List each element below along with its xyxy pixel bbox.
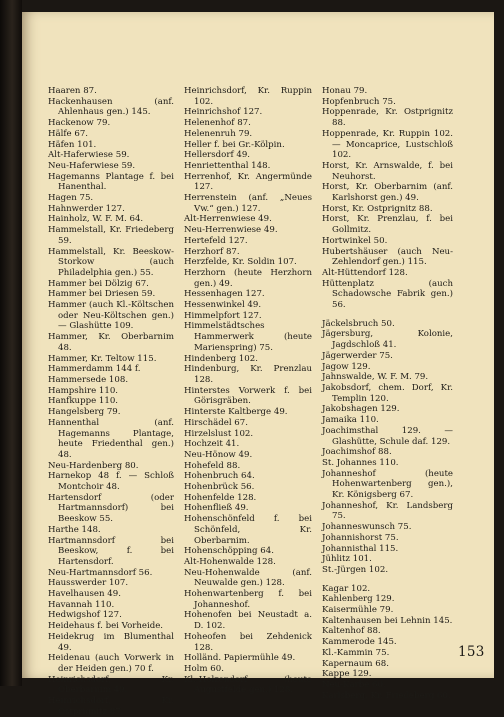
index-entry: Hammer, Kr. Oberbarnim 48. (48, 332, 174, 353)
index-entry: Hampshire 110. (48, 385, 119, 396)
index-entry: Hindenberg 102. (184, 353, 258, 364)
index-entry: Heller f. bei Gr.-Kölpin. (184, 139, 285, 150)
book-page (22, 12, 494, 717)
index-entry: Johannishorst 75. (322, 532, 399, 543)
index-entry: Alt-Haferwiese 59. (48, 150, 130, 161)
index-entry: Kl.-Kammin 75. (322, 647, 390, 658)
index-entry: Heidehaus f. bei Vorheide. (48, 621, 164, 632)
index-entry: Häfen 101. (48, 139, 97, 150)
index-entry: Neu-Hohenwalde (anf. Neuwalde gen.) 128. (184, 567, 312, 589)
index-entry: Heidenau (auch Vorwerk in der Heiden gen.) 70 f. (48, 653, 174, 674)
index-entry: Horst, Kr. Ostprignitz 88. (322, 203, 433, 214)
index-entry: Hannenthal (anf. Hagemanns Plantage, heute Friedenthal gen.) 48. (48, 417, 174, 460)
index-entry: St.-Jürgen 102. (322, 564, 389, 575)
index-entry: Johannisthal 115. (322, 543, 399, 554)
index-entry: Horst, Kr. Oberbarnim (anf. Karlshorst gen.) 49. (322, 182, 453, 204)
index-column-3 (322, 86, 453, 701)
index-entry: Kaisermühle 79. (322, 605, 394, 616)
index-column-2 (184, 86, 312, 696)
index-entry: Herzhorn (heute Herzhorn gen.) 49. (184, 267, 312, 289)
index-entry: Hammelstall, Kr. Friedeberg 59. (48, 225, 174, 246)
index-entry: Hohenfließ 49. (184, 503, 249, 514)
index-entry: Hohefeld 88. (184, 460, 241, 471)
index-entry: Jägersburg, Kolonie, Jagdschloß 41. (322, 329, 453, 351)
index-entry: Hammersede 108. (48, 374, 129, 385)
index-entry: Himmelpfort 127. (184, 310, 262, 321)
index-entry: Hohenfelde 128. (184, 492, 257, 503)
index-entry: Neu-Hönow 49. (184, 449, 253, 460)
index-entry: Helenenhof 87. (184, 118, 251, 129)
index-entry: Alt-Hüttendorf 128. (322, 267, 408, 278)
index-entry: Helenenruh 79. (184, 128, 253, 139)
index-entry: Heinrichsdorf, Kr. Ostprignitz 87. (48, 696, 174, 717)
index-entry: Heinrichsdorf, Kr. Oberbarnim 49. (48, 674, 174, 696)
index-entry: Hahnwerder 127. (48, 203, 125, 214)
index-entry: Neu-Hardenberg 80. (48, 460, 139, 471)
book-spine (0, 0, 22, 686)
index-entry: Kaltenhof 88. (322, 626, 381, 637)
index-entry: Johanneshof, Kr. Landsberg 75. (322, 500, 453, 522)
page-number: 153 (458, 644, 485, 660)
index-entry: Kaltenhausen bei Lehnin 145. (322, 615, 453, 626)
index-entry: Hirschädel 67. (184, 417, 248, 428)
index-entry: Herrenhof, Kr. Angermünde 127. (184, 171, 312, 193)
index-entry: Hoheofen bei Zehdenick 128. (184, 631, 312, 653)
index-entry: Hohenschönfeld f. bei Schönfeld, Kr. Oberbarnim. (184, 514, 312, 546)
index-entry: Alt-Herrenwiese 49. (184, 214, 272, 225)
index-entry: Hackenhausen (anf. Ahlenhaus gen.) 145. (48, 96, 174, 118)
index-entry: Hochzeit 41. (184, 439, 240, 450)
index-entry: Hammerdamm 144 f. (48, 364, 141, 375)
index-entry: Hackenow 79. (48, 118, 111, 129)
index-entry: Hagemanns Plantage f. bei Hanenthal. (48, 171, 174, 193)
index-entry: Himmelstädtsches Hammerwerk (heute Marienspring) 75. (184, 321, 312, 353)
index-entry: Hohenbrück 56. (184, 482, 255, 493)
index-entry: Hammer bei Driesen 59. (48, 289, 156, 300)
index-entry: Holländ. Papiermühle 49. (184, 653, 296, 664)
index-entry: Alt-Hohenwalde 128. (184, 556, 276, 567)
index-entry: Hartensdorf (oder Hartmannsdorf) bei Beeskow 55. (48, 492, 174, 525)
index-entry: Hausswerder 107. (48, 578, 129, 589)
index-entry: Johanneshof (heute Hohenwartenberg gen.), Kr. Königsberg 67. (322, 468, 453, 501)
index-entry: Hortwinkel 50. (322, 235, 388, 246)
index-entry: Hammer (auch Kl.-Költschen oder Neu-Költschen gen.) — Glashütte 109. (48, 300, 174, 332)
index-entry: Hessenwinkel 49. (184, 300, 262, 311)
index-entry: St. Johannes 110. (322, 457, 399, 468)
index-entry: Karlsberg, Kr. Friedeberg 60. (322, 690, 451, 701)
index-entry: Hohenschöpping 64. (184, 546, 274, 557)
index-entry: Hellersdorf 49. (184, 150, 251, 161)
index-entry: Hammer bei Dölzig 67. (48, 278, 149, 289)
index-entry: Hohenofen bei Neustadt a. D. 102. (184, 610, 312, 632)
index-entry: Kl.-Holzendorf (heute Augustfelde gen.) 128. (184, 674, 312, 696)
index-entry: Harnekop 48 f. — Schloß Montchoir 48. (48, 471, 174, 493)
index-entry: Hoppenrade, Kr. Ruppin 102. — Moncaprice, Lustschloß 102. (322, 128, 453, 161)
index-entry: Jahnswalde, W. F. M. 79. (322, 372, 429, 383)
index-entry: Hessenhagen 127. (184, 289, 265, 300)
index-entry: Hohenbruch 64. (184, 471, 255, 482)
index-entry: Heidekrug im Blumenthal 49. (48, 631, 174, 653)
index-entry: Hopfenbruch 75. (322, 96, 396, 107)
index-entry: Harthe 148. (48, 524, 101, 535)
index-entry: Hinterste Kaltberge 49. (184, 407, 288, 418)
index-entry: Hindenburg, Kr. Prenzlau 128. (184, 364, 312, 385)
index-entry: Hagen 75. (48, 193, 94, 204)
index-entry: Hammelstall, Kr. Beeskow-Storkow (auch Philadelphia gen.) 55. (48, 246, 174, 278)
index-entry: Hainholz, W. F. M. 64. (48, 214, 144, 225)
index-entry: Hangelsberg 79. (48, 407, 121, 418)
index-entry: Kahlenberg 129. (322, 594, 395, 605)
index-entry: Jamaika 110. (322, 415, 379, 426)
index-entry: Kapernaum 68. (322, 658, 389, 669)
index-entry: Jägerwerder 75. (322, 350, 393, 361)
index-entry: Kagar 102. (322, 583, 371, 594)
index-entry: Jäckelsbruch 50. (322, 318, 395, 329)
index-entry: Havelhausen 49. (48, 589, 121, 600)
index-entry: Neu-Hartmannsdorf 56. (48, 567, 153, 578)
index-entry: Heinrichshof 127. (184, 107, 263, 118)
index-entry: Herzfelde, Kr. Soldin 107. (184, 257, 297, 268)
index-entry: Hälfe 67. (48, 128, 89, 139)
index-entry: Herrenstein (anf. „Neues Vw.“ gen.) 127. (184, 193, 312, 214)
index-entry: Holm 60. (184, 663, 224, 674)
index-entry: Kappe 129. (322, 669, 372, 680)
index-entry: Joachimshof 88. (322, 447, 392, 458)
index-entry: Horst, Kr. Arnswalde, f. bei Neuhorst. (322, 160, 453, 182)
index-entry: Joachimsthal 129. — Glashütte, Schule daf. 129. (322, 425, 453, 447)
index-entry: Neu-Herrenwiese 49. (184, 225, 278, 236)
index-entry: Hedwigshof 127. (48, 610, 122, 621)
index-entry: Horst, Kr. Prenzlau, f. bei Gollmitz. (322, 214, 453, 236)
index-entry: Hanfkuppe 110. (48, 396, 119, 407)
index-entry: Johanneswunsch 75. (322, 522, 412, 533)
index-entry: Henriettenthal 148. (184, 160, 271, 171)
index-entry: Jagow 129. (322, 361, 371, 372)
index-entry: Hoppenrade, Kr. Ostprignitz 88. (322, 107, 453, 129)
index-entry: Hirzelslust 102. (184, 428, 254, 439)
index-entry: Hartmannsdorf bei Beeskow, f. bei Hartensdorf. (48, 535, 174, 567)
index-entry: Jakobshagen 129. (322, 404, 400, 415)
index-entry: Neu-Karbe 60. (322, 679, 386, 690)
index-entry: Jakobsdorf, chem. Dorf, Kr. Templin 120. (322, 382, 453, 404)
index-entry: Haaren 87. (48, 86, 97, 96)
index-entry: Hammer, Kr. Teltow 115. (48, 353, 157, 364)
index-entry: Hohenwartenberg f. bei Johanneshof. (184, 589, 312, 610)
index-entry: Heinrichsdorf, Kr. Ruppin 102. (184, 86, 312, 107)
index-entry: Havannah 110. (48, 599, 115, 610)
index-entry: Honau 79. (322, 86, 368, 96)
index-entry: Hubertshäuser (auch Neu-Zehlendorf gen.) 115. (322, 246, 453, 268)
index-entry: Herzhorf 87. (184, 246, 240, 257)
index-column-1 (48, 86, 174, 717)
index-entry: Hinterstes Vorwerk f. bei Görisgräben. (184, 385, 312, 407)
index-entry: Kammerode 145. (322, 637, 397, 648)
index-entry: Neu-Haferwiese 59. (48, 160, 136, 171)
index-entry: Hertefeld 127. (184, 235, 248, 246)
index-entry: Jühlitz 101. (322, 554, 372, 565)
index-entry: Hüttenplatz (auch Schadowsche Fabrik gen.) 56. (322, 278, 453, 311)
